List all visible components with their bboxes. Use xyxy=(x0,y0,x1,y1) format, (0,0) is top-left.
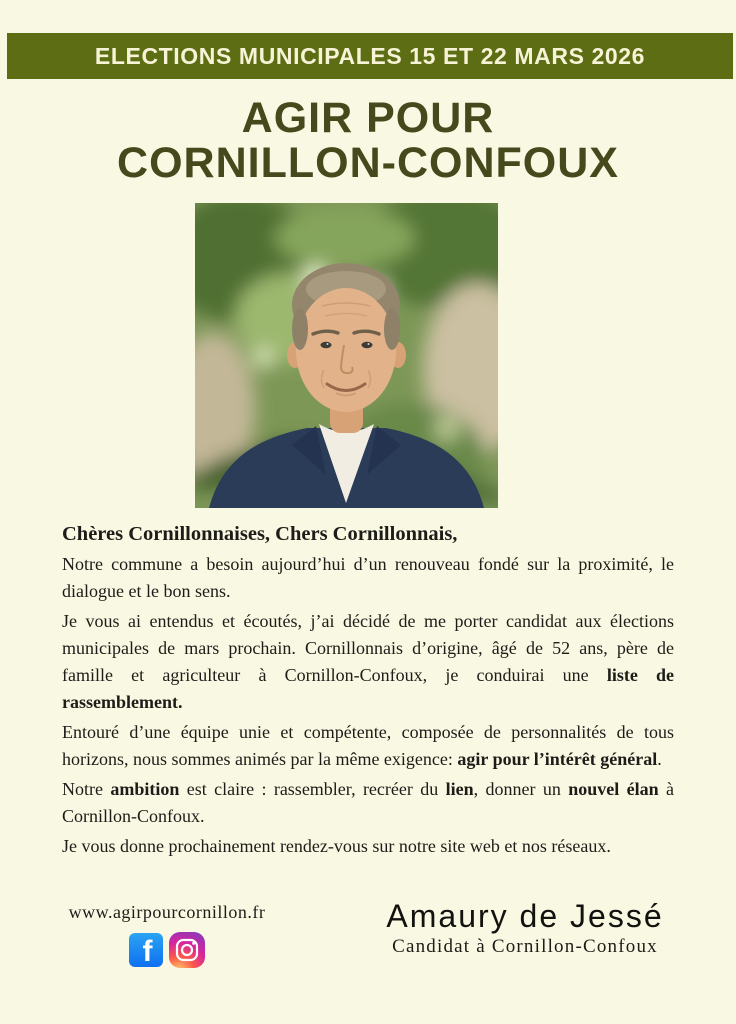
candidate-role: Candidat à Cornillon-Confoux xyxy=(392,936,658,957)
candidate-photo xyxy=(195,203,498,508)
instagram-icon[interactable] xyxy=(169,932,205,968)
facebook-icon[interactable] xyxy=(129,933,163,967)
campaign-title-line1: AGIR POUR xyxy=(241,94,495,142)
paragraph: Je vous donne prochainement rendez-vous sur notre site web et nos réseaux. xyxy=(62,836,611,856)
candidate-name: Amaury de Jessé xyxy=(386,898,664,934)
website-link[interactable]: www.agirpourcornillon.fr xyxy=(68,902,266,922)
body-paragraphs xyxy=(62,551,674,860)
social-icons xyxy=(52,932,282,968)
paragraph: Entouré d’une équipe unie et compétente, composée de personnalités de tous horizons, nous sommes animés par la même exigence: agir pour l’intérêt général. xyxy=(62,722,674,769)
paragraph: Notre commune a besoin aujourd’hui d’un renouveau fondé sur la proximité, le dialogue et le bon sens. xyxy=(62,554,674,601)
salutation: Chères Cornillonnaises, Chers Cornillonnais, xyxy=(62,523,458,545)
facebook-f-glyph: f xyxy=(142,935,153,967)
letter-body xyxy=(62,521,674,863)
campaign-title xyxy=(0,96,736,186)
footer xyxy=(0,898,736,998)
candidate-photo-illustration xyxy=(195,203,498,508)
paragraph: Notre ambition est claire : rassembler, recréer du lien, donner un nouvel élan à Cornillon-Confoux. xyxy=(62,779,675,826)
election-banner xyxy=(7,33,733,79)
candidate-signature xyxy=(370,898,680,958)
paragraph: Je vous ai entendus et écoutés, j’ai décidé de me porter candidat aux élections municipales de mars prochain. Cornillonnais d’origine, âgé de 52 ans, père de famille et agriculteur à Cornillon-Confoux, je conduirai une liste de rassemblement. xyxy=(62,611,674,712)
camera-outline-icon xyxy=(169,932,205,968)
footer-contact xyxy=(52,902,282,968)
campaign-title-line2: CORNILLON-CONFOUX xyxy=(117,139,619,187)
election-banner-text: ELECTIONS MUNICIPALES 15 ET 22 MARS 2026 xyxy=(94,42,646,69)
